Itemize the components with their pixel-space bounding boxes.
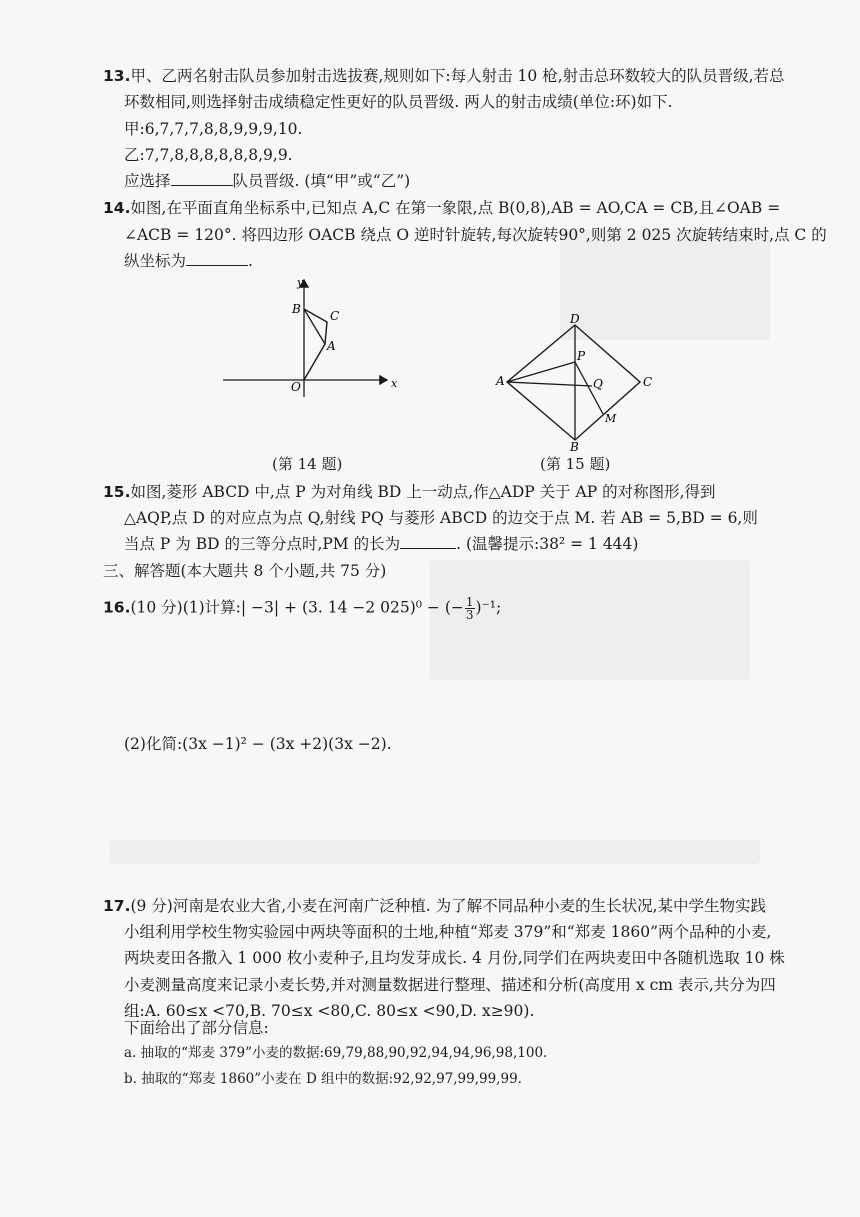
q13-line-4: 乙:7,7,8,8,8,8,8,8,9,9. <box>124 146 293 164</box>
label-c: C <box>330 309 340 323</box>
q14-line-1 <box>103 198 780 218</box>
q17-line-3: 两块麦田各撒入 1 000 枚小麦种子,且均发芽成长. 4 月份,同学们在两块麦田中各随机选取 10 株 <box>124 949 785 967</box>
q15-number: 15. <box>103 483 131 501</box>
figure-14-diagram <box>215 272 405 402</box>
q16-part-1: (10 分)(1)计算:| −3| + (3. 14 −2 025)⁰ − (− <box>130 598 464 617</box>
q17-line-5: 组:A. 60≤x <70,B. 70≤x <80,C. 80≤x <90,D. x≥90). <box>124 1002 535 1020</box>
q15-answer-blank[interactable] <box>400 534 456 549</box>
q13-line-1 <box>103 66 785 86</box>
q13-line-5 <box>124 171 410 191</box>
q16-line-2: (2)化简:(3x −1)² − (3x +2)(3x −2). <box>124 735 392 753</box>
label-a2: A <box>496 374 505 388</box>
label-o: O <box>291 380 301 394</box>
figure-15-diagram <box>495 312 665 452</box>
q15-prompt: 当点 P 为 BD 的三等分点时,PM 的长为 <box>124 535 401 553</box>
q13-prompt-end: 队员晋级. (填“甲”或“乙”) <box>232 172 411 190</box>
label-a: A <box>327 339 336 353</box>
q16-number: 16. <box>103 598 131 617</box>
label-d: D <box>570 312 580 326</box>
q15-text-1: 如图,菱形 ABCD 中,点 P 为对角线 BD 上一动点,作△ADP 关于 AP 的对称图形,得到 <box>130 483 716 501</box>
figure-15-caption: (第 15 题) <box>540 455 611 473</box>
q14-prompt: 纵坐标为 <box>124 252 187 270</box>
q15-line-2: △AQP,点 D 的对应点为点 Q,射线 PQ 与菱形 ABCD 的边交于点 M. 若 AB = 5,BD = 6,则 <box>124 509 758 527</box>
fraction-one-third <box>465 596 475 621</box>
q15-prompt-end: . (温馨提示:38² = 1 444) <box>456 535 639 553</box>
q17-line-1 <box>103 896 766 916</box>
q16-part-1-end: )⁻¹; <box>475 598 502 617</box>
label-m: M <box>605 412 617 425</box>
q13-prompt: 应选择 <box>124 172 171 190</box>
label-c2: C <box>643 375 653 389</box>
fraction-numerator: 1 <box>465 595 474 609</box>
label-b2: B <box>570 440 579 452</box>
q14-number: 14. <box>103 199 131 217</box>
label-y: y <box>297 276 304 289</box>
q14-answer-blank[interactable] <box>186 251 248 266</box>
label-q: Q <box>593 377 603 391</box>
q15-line-3 <box>124 534 638 554</box>
q17-info-a: a. 抽取的“郑麦 379”小麦的数据:69,79,88,90,92,94,94,96,98,100. <box>124 1045 548 1061</box>
label-p: P <box>577 349 586 363</box>
q17-text-1: (9 分)河南是农业大省,小麦在河南广泛种植. 为了解不同品种小麦的生长状况,某中学生物实践 <box>130 897 767 915</box>
q17-line-4: 小麦测量高度来记录小麦长势,并对测量数据进行整理、描述和分析(高度用 x cm 表示,共分为四 <box>124 976 776 994</box>
q13-text-1: 甲、乙两名射击队员参加射击选拔赛,规则如下:每人射击 10 枪,射击总环数较大的队员晋级,若总 <box>130 67 785 85</box>
q13-line-2: 环数相同,则选择射击成绩稳定性更好的队员晋级. 两人的射击成绩(单位:环)如下. <box>124 93 673 111</box>
q17-info-b: b. 抽取的“郑麦 1860”小麦在 D 组中的数据:92,92,97,99,99,99. <box>124 1071 522 1087</box>
q17-number: 17. <box>103 897 131 915</box>
q14-text-1: 如图,在平面直角坐标系中,已知点 A,C 在第一象限,点 B(0,8),AB = AO,CA = CB,且∠OAB = <box>130 199 781 217</box>
quadrilateral-oacb <box>304 309 327 380</box>
bleed-through-mark <box>110 840 760 864</box>
section-3-heading: 三、解答题(本大题共 8 个小题,共 75 分) <box>103 562 387 580</box>
q14-prompt-end: . <box>248 252 253 270</box>
q17-line-2: 小组利用学校生物实验园中两块等面积的土地,种植“郑麦 379”和“郑麦 1860”两个品种的小麦, <box>124 923 772 941</box>
q14-line-2: ∠ACB = 120°. 将四边形 OACB 绕点 O 逆时针旋转,每次旋转90°,则第 2 025 次旋转结束时,点 C 的 <box>124 226 827 244</box>
q14-line-3 <box>124 251 253 271</box>
segment-ap <box>507 362 575 382</box>
q17-line-6: 下面给出了部分信息: <box>124 1019 269 1037</box>
figure-14-caption: (第 14 题) <box>272 455 343 473</box>
label-x: x <box>391 377 398 390</box>
q15-line-1 <box>103 482 716 502</box>
q13-number: 13. <box>103 67 131 85</box>
q13-answer-blank[interactable] <box>171 171 233 186</box>
label-b: B <box>292 302 301 316</box>
q16-line-1 <box>103 596 501 621</box>
fraction-denominator: 3 <box>465 608 474 622</box>
q13-line-3: 甲:6,7,7,7,8,8,9,9,9,10. <box>124 120 303 138</box>
segment-aq <box>507 382 592 386</box>
